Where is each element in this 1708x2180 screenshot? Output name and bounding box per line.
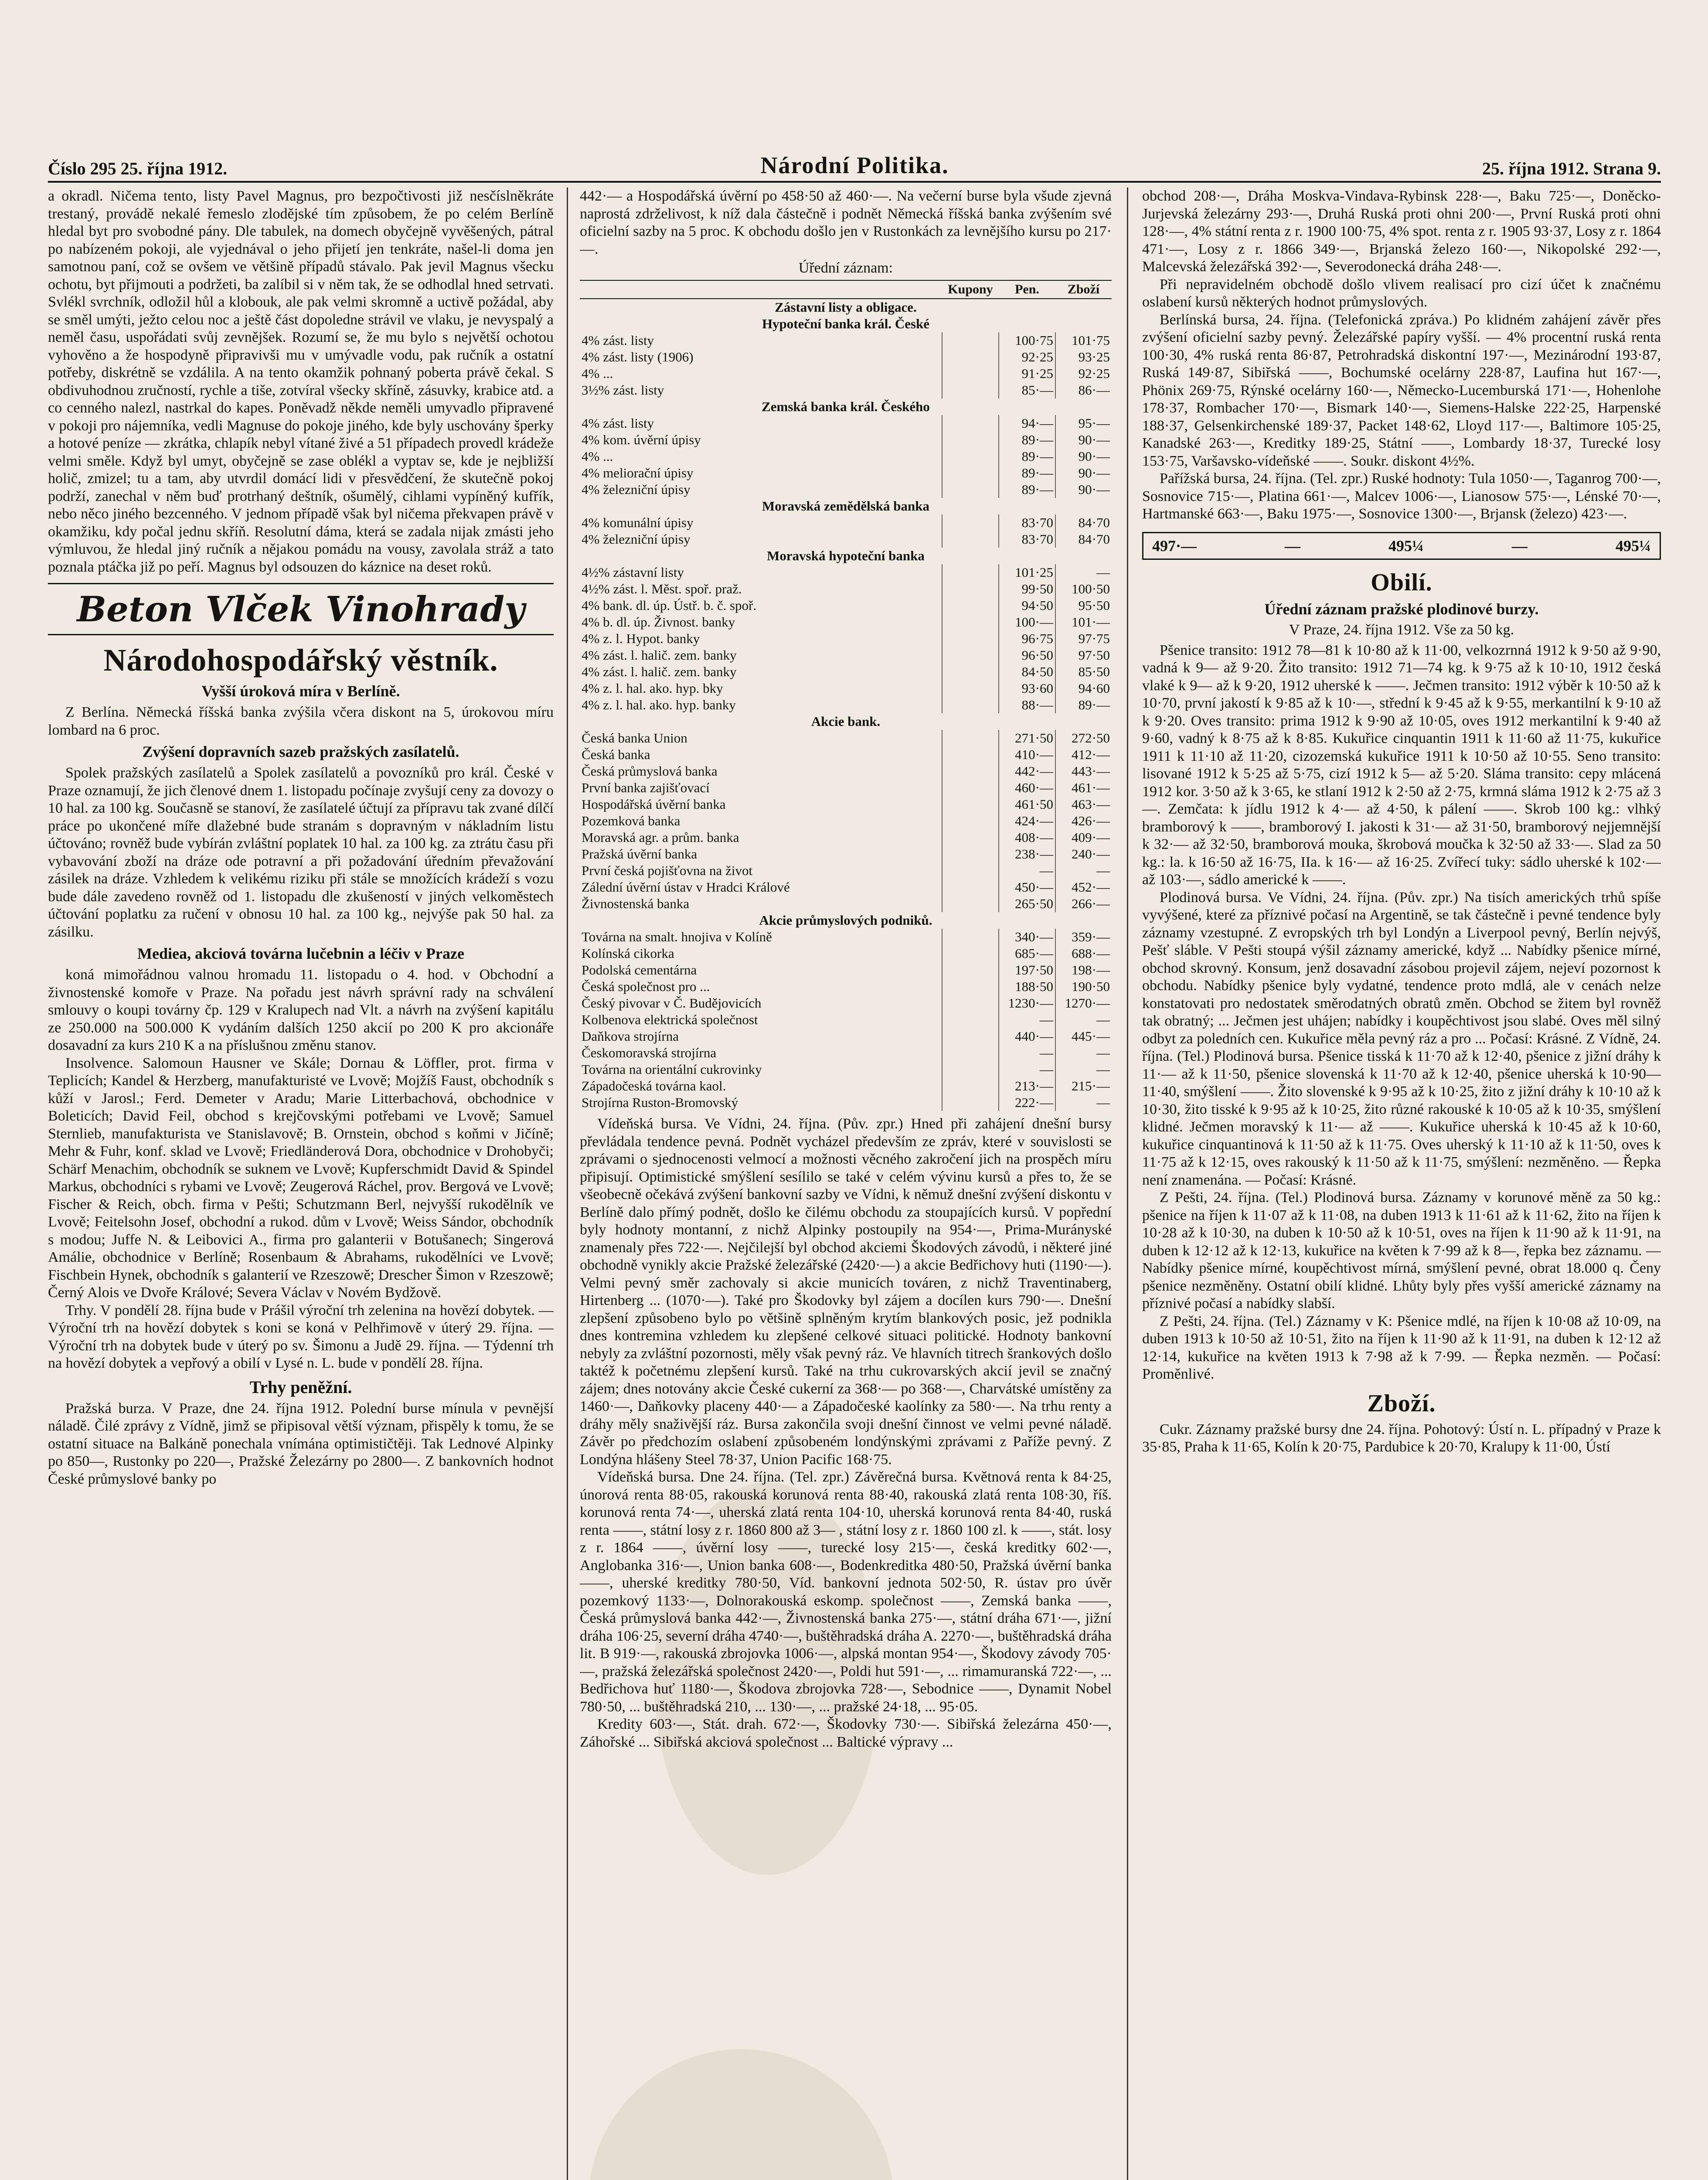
rates-cell-value: 1270·— xyxy=(1055,995,1112,1012)
rates-cell-value: 93·60 xyxy=(999,680,1055,697)
rates-row xyxy=(580,349,1112,365)
column-divider xyxy=(1127,187,1128,2180)
rates-cell-name: 4% z. l. hal. ako. hyp. banky xyxy=(582,697,736,712)
rates-row xyxy=(580,448,1112,465)
rates-row xyxy=(580,896,1112,912)
rates-cell-value xyxy=(942,1045,999,1061)
rates-cell-value xyxy=(942,896,999,912)
rates-header-cell: Zboží xyxy=(1055,280,1112,299)
rates-cell-value: 215·— xyxy=(1055,1078,1112,1094)
rates-cell-value: 89·— xyxy=(999,448,1055,465)
rates-row xyxy=(580,813,1112,829)
rates-cell-value xyxy=(942,780,999,796)
rates-cell-name: 4½% zást. l. Měst. spoř. praž. xyxy=(582,581,742,596)
article-body: Z Pešti, 24. října. (Tel.) Záznamy v K: Pšenice mdlé, na říjen k 10·08 až 10·09, na duben 1913 k 10·50 až 10·51, žito na říjen k 11·90 až k 11·91, na duben k 12·12 až 12·14, kukuřice na květen 1913 k 7·98 až k 7·99. — Řepka nezměn. — Počasí: Proměnlivé. xyxy=(1142,1313,1661,1382)
rates-cell-value xyxy=(942,448,999,465)
rates-cell-value: 461·— xyxy=(1055,780,1112,796)
rates-cell-value: — xyxy=(1055,1012,1112,1028)
price-value: 497·— xyxy=(1152,537,1197,555)
rates-row xyxy=(580,365,1112,382)
rates-cell-name: Pražská úvěrní banka xyxy=(582,846,697,862)
rates-cell-name: 4% zást. l. halič. zem. banky xyxy=(582,664,737,679)
rates-row xyxy=(580,962,1112,978)
rates-cell-name: Pozemková banka xyxy=(582,813,680,828)
rates-row xyxy=(580,564,1112,581)
rates-cell-value: 84·70 xyxy=(1055,531,1112,548)
rates-cell-name: 4% zást. listy xyxy=(582,333,654,348)
price-box xyxy=(1142,532,1661,560)
rates-row xyxy=(580,730,1112,746)
rates-row xyxy=(580,1045,1112,1061)
rates-cell-value: 409·— xyxy=(1055,829,1112,846)
rates-cell-value xyxy=(942,879,999,896)
rates-cell-value: 100·— xyxy=(999,614,1055,630)
rates-cell-value xyxy=(942,415,999,432)
rates-cell-value: 1230·— xyxy=(999,995,1055,1012)
rates-cell-name: 4% kom. úvěrní úpisy xyxy=(582,432,701,447)
rates-cell-value: 424·— xyxy=(999,813,1055,829)
article-title: Vyšší úroková míra v Berlíně. xyxy=(201,682,400,700)
rates-row xyxy=(580,514,1112,531)
rates-cell-value xyxy=(942,680,999,697)
rates-row xyxy=(580,597,1112,614)
rates-row xyxy=(580,630,1112,647)
price-value: 495¼ xyxy=(1388,537,1424,555)
rates-cell-value: 101·75 xyxy=(1055,332,1112,349)
rates-group-label: Moravská zemědělská banka xyxy=(762,498,930,514)
rates-cell-value: 95·50 xyxy=(1055,597,1112,614)
rates-group-label: Moravská hypoteční banka xyxy=(767,548,925,563)
rates-cell-value: 445·— xyxy=(1055,1028,1112,1045)
rates-cell-value: 93·25 xyxy=(1055,349,1112,365)
rates-cell-value: 450·— xyxy=(999,879,1055,896)
rates-cell-name: 4% zást. listy xyxy=(582,416,654,431)
rates-cell-name: 4% zást. l. halič. zem. banky xyxy=(582,647,737,663)
rates-cell-name: Živnostenská banka xyxy=(582,896,690,911)
rates-row xyxy=(580,465,1112,481)
rates-cell-value: 96·75 xyxy=(999,630,1055,647)
rates-cell-value xyxy=(942,796,999,813)
rates-cell-value: 271·50 xyxy=(999,730,1055,746)
rates-cell-value: 86·— xyxy=(1055,382,1112,399)
rates-cell-value xyxy=(942,332,999,349)
rates-cell-name: Česká společnost pro ... xyxy=(582,979,710,994)
rates-cell-value: — xyxy=(1055,862,1112,879)
rates-cell-name: 4% meliorační úpisy xyxy=(582,465,694,480)
article-body: Vídeňská bursa. Dne 24. října. (Tel. zpr.) Závěrečná bursa. Květnová renta k 84·25, únorová renta 88·05, rakouská korunová renta 88·40, rakouská zlatá renta 108·30, říš. korunová renta 74·—, uherská zlatá renta 104·10, uherská korunová renta 84·40, ruská renta ——, státní losy z r. 1860 800 až 3— , státní losy z r. 1860 100 zl. k ——, stát. losy z r. 1864 ——, úvěrní losy ——, turecké losy 215·—, česká kreditky 602·—, Anglobanka 316·—, Union banka 608·—, Bodenkreditka 480·50, Pražská úvěrní banka ——, uherské kreditky 780·50, Víd. bankovní jednota 502·50, R. ústav pro úvěr pozemkový 1133·—, Dolnorakouská eskomp. společnost ——, Zemská banka ——, Česká průmyslová banka 442·—, Živnostenská banka 275·—, státní dráha 671·—, jižní dráha 106·25, severní dráha 4740·—, buštěhradská dráha A. 2270·—, buštěhradská dráha lit. B 919·—, rakouská zbrojovka 1006·—, alpská montan 954·—, Škodovy závody 705·—, pražská železářská společnost 2420·—, Poldi hut 591·—, ... rimamuranská 722·—, ... Bedřichova huť 1180·—, Škodova zbrojovka 728·—, Sebodnice ——, Dynamit Nobel 780·50, ... buštěhradská 210, ... 130·—, ... pražské 24·18, ... 95·05. xyxy=(580,1469,1112,1715)
header-rule xyxy=(48,181,1661,183)
rates-cell-name: Kolbenova elektrická společnost xyxy=(582,1012,758,1027)
rates-header-cell: Pen. xyxy=(999,280,1055,299)
rates-cell-value: 88·— xyxy=(999,697,1055,713)
rates-row xyxy=(580,780,1112,796)
rates-cell-value: 440·— xyxy=(999,1028,1055,1045)
article-title: Mediea, akciová továrna lučebnin a léčiv v Praze xyxy=(137,945,464,962)
rates-group-row xyxy=(580,299,1112,316)
rates-group-label: Akcie bank. xyxy=(811,714,881,729)
rates-cell-value: 90·— xyxy=(1055,448,1112,465)
masthead: Národní Politika. xyxy=(760,152,949,178)
rates-cell-value xyxy=(942,597,999,614)
rates-cell-value xyxy=(942,465,999,481)
rates-cell-name: Hospodářská úvěrní banka xyxy=(582,797,726,812)
rates-row xyxy=(580,796,1112,813)
column-left xyxy=(48,187,554,2180)
rates-cell-value: — xyxy=(999,862,1055,879)
rates-cell-value: 100·50 xyxy=(1055,581,1112,597)
article-body: Spolek pražských zasílatelů a Spolek zasílatelů a povozníků pro král. České v Praze oznamují, že jich členové dnem 1. listopadu počínaje zvyšují ceny za dovozy o 10 hal. za 100 kg. Současně se stanoví, že zasílatelé účtují za přípravu tak zvané dílčí práce po ukončené míře dlažebné bude stranám s dopravným v nákladním listu účtováno; rovněž bude vybírán zvláštní poplatek 10 hal. za 100 kg. za ztrátu času při vybavování zboží na dráze ode potravní a při požadování úředním převažování zásilek na dráze. Vzhledem k velikému riziku při stále se množících krádeží s vozu bude dále zavedeno rovněž od 1. listopadu dle zkušeností v jiných velkoměstech účtování poplatku za ručení v obnosu 10 hal. za 100 kg., nejvýše pak 50 hal. za zásilku. xyxy=(48,765,554,940)
rates-cell-value: 265·50 xyxy=(999,896,1055,912)
rates-row xyxy=(580,945,1112,962)
rates-header-cell xyxy=(580,280,942,299)
rates-row xyxy=(580,879,1112,896)
rates-cell-value: 442·— xyxy=(999,763,1055,780)
rates-cell-value: 460·— xyxy=(999,780,1055,796)
rates-cell-value: 90·— xyxy=(1055,432,1112,448)
rates-cell-value xyxy=(942,829,999,846)
rates-cell-value: 99·50 xyxy=(999,581,1055,597)
rates-table xyxy=(580,280,1112,1111)
article-body: Pšenice transito: 1912 78—81 k 10·80 až k 11·00, velkozrnná 1912 k 9·50 až 9·90, vadná k 9— až 9·20. Žito transito: 1912 71—74 kg. k 9·75 až k 10·10, 1912 česká vlaké k 9— až k 9·20, 1912 uherské k ——. Ječmen transito: 1912 výběr k 10·50 až k 10·70, první jakostí k 9·85 až k 10·—, střední k 9·45 až k 9·55, merkantilní k 9·10 až k 9·20. Oves transito: prima 1912 k 9·90 až 10·05, oves 1912 merkantilní k 9·40 až 9·60, vadný k 8·75 až k 8·85. Kukuřice cinquantin 1911 k 11·60 až 11·75, kukuřice 1911 k 11·10 až 11·20, cizozemská kukuřice 1911 k 10·50 až 10·55. Seno transito: lisované 1912 k 5·25 až 5·75, cizí 1912 k 5— až 5·20. Sláma transito: cepy mlácená 1912 kor. 3·50 až k 3·65, ke stlaní 1912 k 2·50 až 2·75, krmná sláma 1912 k 2·75 až 3—. Zemčata: k jídlu 1912 k 4·— až 4·50, k pálení ——. Skrob 100 kg.: vlhký bramborový k ——, bramborový I. jakosti k 31·— až 31·50, bramborový nejjemnější k 32·— až 32·50, bramborová mouka, škrobová moučka k 32·50 až 33·—. Slad za 50 kg.: la. k 16·50 až 16·75, IIa. k 16·— až 16·25. Zvířecí tuky: sádlo uherské k 102·— až 103·—, sádlo americké k ——. xyxy=(1142,642,1661,888)
article-continued: obchod 208·—, Dráha Moskva-Vindava-Rybinsk 228·—, Baku 725·—, Doněcko-Jurjevská železárny 293·—, Druhá Ruská proti ohni 200·—, První Ruská proti ohni 128·—, 4% státní renta z r. 1900 100·75, 4% spot. renta z r. 1905 93·37, Losy z r. 1864 471·—, Losy z r. 1866 349·—, Brjanská železo 160·—, Nikopolské 292·—, Malcevská železářská 392·—, Severodonecká dráha 248·—. xyxy=(1142,188,1661,275)
rates-group-row xyxy=(580,399,1112,415)
rates-cell-value: 94·60 xyxy=(1055,680,1112,697)
page-number: 25. října 1912. Strana 9. xyxy=(1482,159,1661,178)
article-body: Plodinová bursa. Ve Vídni, 24. října. (Pův. zpr.) Na tisích amerických trhů spíše vyvýšené, které za příznivé počasí na Argentině, se tak částečně i pevné tendence byly záznamy vzestupné. Z evropských trh byl Londýn a Liverpool pevný, Berlín nejvýš, Pešť sláble. V Pešti stoupá výšil záznamy americké, když ... Nabídky pšenice mírné, obchod skrovný. Konsum, jenž dosavadní zásobou projevil zájem, nejeví pozornost k obchodu. Nabídky pšenice byly vydatné, tendence proto mdlá, ale v cenách nelze konstatovati pro nedostatek směrodatných obratů změn. Obchod se žitem byl rovněž tak obratný; ... Ječmen jest uhájen; nabídky i koupěchtivost jsou slabé. Oves měl silný odbyt za poledních cen. Kukuřice měla pevný ráz a pro ... Počasí: Krásné. Z Vídně, 24. října. (Tel.) Plodinová bursa. Pšenice tisská k 11·70 až k 12·40, pšenice z jižní dráhy k 11·— až k 11·50, pšenice slovenská k 11·70 až k 12·40, pšenice uherská k 10·90—11·40, smýšlení ——. Žito slovenské k 9·95 až k 10·25, žito z jižní dráhy k 10·10 až k 10·30, žito tisské k 9·95 až k 10·25, žito různé rakouské k 10·05 až k 10·35, smýšlení klidné. Ječmen moravský k 11·— až ——. Kukuřice uherská k 10·45 až k 10·60, kukuřice cinquantinová k 11·50 až k 11·75. Oves uherský k 11·10 až k 11·50, oves k 11·75 až k 12·15, oves rakouský k 11·50 až k 11·75, smýšlení: nezměněno. — Řepka není znamenána. — Počasí: Krásné. xyxy=(1142,889,1661,1188)
rates-row xyxy=(580,581,1112,597)
rates-cell-name: Podolská cementárna xyxy=(582,962,697,978)
rates-cell-value: — xyxy=(999,1061,1055,1078)
rates-cell-value: 101·— xyxy=(1055,614,1112,630)
rates-row xyxy=(580,697,1112,713)
rates-cell-value xyxy=(942,432,999,448)
rates-cell-value: 463·— xyxy=(1055,796,1112,813)
rates-cell-value: 340·— xyxy=(999,929,1055,945)
rates-cell-value: 197·50 xyxy=(999,962,1055,978)
rates-cell-value: 685·— xyxy=(999,945,1055,962)
advertisement: Beton Vlček Vinohrady xyxy=(48,583,554,635)
rates-row xyxy=(580,862,1112,879)
rates-cell-name: 4% železniční úpisy xyxy=(582,531,691,547)
rates-cell-name: 4% komunální úpisy xyxy=(582,515,694,530)
rates-cell-value: — xyxy=(999,1012,1055,1028)
rates-cell-name: Strojírna Ruston-Bromovský xyxy=(582,1095,738,1110)
rates-cell-value xyxy=(942,945,999,962)
rates-cell-value: 85·50 xyxy=(1055,664,1112,680)
article-title: Úřední záznam pražské plodinové burzy. xyxy=(1264,600,1539,618)
rates-cell-value xyxy=(942,514,999,531)
rates-cell-value: 443·— xyxy=(1055,763,1112,780)
rates-cell-value xyxy=(942,1061,999,1078)
rates-cell-value: 90·— xyxy=(1055,481,1112,498)
rates-cell-value xyxy=(942,581,999,597)
rates-cell-name: Moravská agr. a prům. banka xyxy=(582,830,739,845)
rates-cell-value: 94·— xyxy=(999,415,1055,432)
column-middle xyxy=(580,187,1112,2180)
rates-group-row xyxy=(580,713,1112,730)
rates-cell-value: 94·50 xyxy=(999,597,1055,614)
rates-cell-value: 412·— xyxy=(1055,746,1112,763)
rates-cell-name: 4% ... xyxy=(582,366,613,381)
rates-row xyxy=(580,332,1112,349)
rates-cell-value xyxy=(942,1028,999,1045)
rates-group-label: Hypoteční banka král. České xyxy=(762,316,930,331)
rates-row xyxy=(580,1012,1112,1028)
rates-cell-name: 4% z. l. Hypot. banky xyxy=(582,631,700,646)
rates-cell-value: 408·— xyxy=(999,829,1055,846)
rates-cell-value xyxy=(942,531,999,548)
article-date: V Praze, 24. října 1912. Vše za 50 kg. xyxy=(1289,621,1514,638)
rates-cell-name: 4½% zástavní listy xyxy=(582,565,684,580)
rates-cell-value xyxy=(942,730,999,746)
rates-cell-value xyxy=(942,763,999,780)
section-title: Zboží. xyxy=(1367,1390,1436,1417)
rates-row xyxy=(580,995,1112,1012)
rates-cell-value: 83·70 xyxy=(999,531,1055,548)
rates-group-row xyxy=(580,912,1112,929)
rates-row xyxy=(580,614,1112,630)
rates-cell-value: 84·50 xyxy=(999,664,1055,680)
rates-cell-value: 266·— xyxy=(1055,896,1112,912)
rates-cell-value: 89·— xyxy=(1055,697,1112,713)
rates-cell-name: Továrna na smalt. hnojiva v Kolíně xyxy=(582,929,772,944)
rates-cell-name: Západočeská továrna kaol. xyxy=(582,1078,726,1093)
rates-cell-value: 452·— xyxy=(1055,879,1112,896)
rates-cell-value: 89·— xyxy=(999,432,1055,448)
rates-cell-name: 3½% zást. listy xyxy=(582,382,664,398)
rates-cell-value xyxy=(942,630,999,647)
rates-cell-value: 89·— xyxy=(999,465,1055,481)
rates-header-row xyxy=(580,280,1112,299)
section-title: Obilí. xyxy=(1371,569,1432,596)
rates-cell-value xyxy=(942,481,999,498)
rates-cell-name: 4% b. dl. úp. Živnost. banky xyxy=(582,614,735,630)
rates-cell-value xyxy=(942,1094,999,1111)
rates-cell-value: 89·— xyxy=(999,481,1055,498)
rates-cell-value xyxy=(942,564,999,581)
article-continued: 442·— a Hospodářská úvěrní po 458·50 až 460·—. Na večerní burse byla všude zjevná naprostá zdrželivost, k níž dala částečně i podnět Německá říšská banka zvýšením své oficielní sazby na 5 proc. K obchodu došlo jen v Rustonkách za levnějšího kursu po 217·—. xyxy=(580,188,1112,257)
rates-row xyxy=(580,481,1112,498)
rates-row xyxy=(580,846,1112,862)
price-value: — xyxy=(1285,537,1300,555)
price-value: — xyxy=(1511,537,1528,555)
rates-cell-value xyxy=(942,813,999,829)
rates-cell-value: 188·50 xyxy=(999,978,1055,995)
rates-row xyxy=(580,1028,1112,1045)
rates-cell-value: 213·— xyxy=(999,1078,1055,1094)
rates-row xyxy=(580,763,1112,780)
rates-cell-value xyxy=(942,1078,999,1094)
rates-cell-name: 4% zást. listy (1906) xyxy=(582,349,694,364)
rates-cell-value: 222·— xyxy=(999,1094,1055,1111)
rates-row xyxy=(580,1061,1112,1078)
rates-cell-name: 4% z. l. hal. ako. hyp. bky xyxy=(582,681,723,696)
column-divider xyxy=(567,187,568,2180)
subsection-title: Trhy peněžní. xyxy=(249,1377,352,1397)
article-body: Z Berlína. Německá říšská banka zvýšila včera diskont na 5, úrokovou míru lombard na 6 proc. xyxy=(48,704,554,738)
section-title: Národohospodářský věstník. xyxy=(103,643,498,678)
rates-cell-value: 83·70 xyxy=(999,514,1055,531)
article-body: Cukr. Záznamy pražské bursy dne 24. října. Pohotový: Ústí n. L. případný v Praze k 35·85, Praha k 11·65, Kolín k 20·75, Pardubice k 20·70, Kralupy k 11·00, Ústí xyxy=(1142,1421,1661,1455)
rates-cell-value: 101·25 xyxy=(999,564,1055,581)
rates-cell-value: — xyxy=(1055,1061,1112,1078)
rates-cell-value: 238·— xyxy=(999,846,1055,862)
rates-cell-value: — xyxy=(1055,1045,1112,1061)
article-body: Z Pešti, 24. října. (Tel.) Plodinová bursa. Záznamy v korunové měně za 50 kg.: pšenice na říjen k 11·07 až k 11·08, na duben 1913 k 11·61 až k 11·62, žito na říjen k 10·28 až k 10·30, na duben k 10·50 až k 10·51, oves na říjen k 11·90 až k 11·91, na duben k 12·12 až k 12·13, kukuřice na květen k 7·99 až k 8—, řepka bez záznamu. — Nabídky pšenice mírné, koupěchtivost mírná, smýšlení pevné, obrat 18.000 q. Čeny pšenice nezměněny. Ostatní obilí klidné. Lhůty byly přes vyšší americké záznamy na příznivé počasí a nabídky slabší. xyxy=(1142,1189,1661,1311)
rates-cell-value: 410·— xyxy=(999,746,1055,763)
price-value: 495¼ xyxy=(1615,537,1651,555)
rates-row xyxy=(580,1078,1112,1094)
rates-row xyxy=(580,929,1112,945)
rates-cell-name: Česká banka xyxy=(582,747,650,762)
article-body: Pařížská bursa, 24. října. (Tel. zpr.) Ruské hodnoty: Tula 1050·—, Taganrog 700·—, Sosnovice 715·—, Platina 661·—, Malcev 1006·—, Lianosow 575·—, Lénské 70·—, Hartmanské 663·—, Baku 1975·—, Sosnovice 1300·—, Brjansk (železo) 423·—. xyxy=(1142,470,1661,522)
rates-cell-value xyxy=(942,862,999,879)
rates-cell-value: 90·— xyxy=(1055,465,1112,481)
article-body: Vídeňská bursa. Ve Vídni, 24. října. (Pův. zpr.) Hned při zahájení dnešní bursy převládala tendence pevná. Podnět vycházel především ze zpráv, které v souvislosti se zprávami o sjednocenosti velmocí a možnosti věcného zakročení jich na prospěch míru připisují. Optimistické smýšlení sesílilo se také v celém vývinu kursů a přes to, že se všeobecně očekává zvýšení bankovní sazby ve Vídni, k němuž dnešní zvýšení diskontu v Berlíně dalo přímý podnět, došlo ke čilému obchodu za stoupajících kursů. V popřední byly hodnoty montanní, z nichž Alpinky postoupily na 954·—, Prima-Murányské znamenaly přes 722·—. Nejčilejší byl obchod akciemi Škodových závodů, i některé jiné obchodně vynikly akcie Pražské železářské (2420·—) a akcie Bedřichovy huti (1190·—). Velmi pevný směr zachovaly si akcie municích továren, z nichž Traventinaberg, Hirtenberg ... (1070·—). Také pro Škodovky byl zájem a docílen kurs 790·—. Dnešní zlepšení způsobeno bylo po většině splněným krytím blankových posic, jež podnikla dnes kontremina vzhledem ku zlepšené celkové situaci politické. Hodnoty bankovní nebyly za zvláštní pozornosti, měly však pevný ráz. Ve hlavních titrech šrankových došlo taktéž k početnému zlepšení kursů. Také na trhu cukrovarských akcií jevil se značný zájem; dnes notovány akcie České cukerní za 368·— po 368·—, Charvátské umístěny za 1460·—, Daňkovky placeny 440·— a Západočeské kaolínky za 580·—. Na trhu renty a dráhy měly snaživější ráz. Bursa zakončila svoji dnešní činnost ve velmi pevné náladě. Závěr po předchozím oslabení způsobeném londýnskými zprávami z Paříže pevný. Z Londýna hlášeny Steel 78·37, Union Pacific 168·75. xyxy=(580,1116,1112,1468)
rates-row xyxy=(580,664,1112,680)
rates-row xyxy=(580,829,1112,846)
rates-cell-value xyxy=(942,664,999,680)
rates-cell-value xyxy=(942,846,999,862)
rates-body xyxy=(580,299,1112,1111)
rates-group-label: Zemská banka král. Českého xyxy=(762,399,930,414)
rates-cell-value xyxy=(942,614,999,630)
rates-group-row xyxy=(580,498,1112,514)
rates-cell-value: 688·— xyxy=(1055,945,1112,962)
rates-cell-value xyxy=(942,647,999,664)
rates-cell-value: 92·25 xyxy=(1055,365,1112,382)
rates-cell-value: 190·50 xyxy=(1055,978,1112,995)
rates-cell-value: 97·75 xyxy=(1055,630,1112,647)
rates-row xyxy=(580,1094,1112,1111)
article-body: Insolvence. Salomoun Hausner ve Skále; Dornau & Löffler, prot. firma v Teplicích; Kandel & Herzberg, manufakturisté ve Lvově; Mojžíš Faust, obchodník s kůží v Jarosl.; Ferd. Demeter v Aradu; Marie Litterbachová, obchodnice v Boleticích; David Feil, obchod s krejčovskými potřebami ve Lvově; Samuel Sternlieb, manufakturista ve Stanislavově; B. Ornstein, obchod s koňmi v Jičíně; Mehr & Fuhr, konf. sklad ve Lvově; Friedländerová Dora, obchodnice v Drohobyči; Schärf Menachim, obchodník se suknem ve Lvově; Kupferschmidt David & Spindel Markus, obchodníci s rybami ve Lvově; Zeugerová Ráchel, prov. Bergová ve Lvově; Fischer & Reich, obch. firma v Pešti; Schutzmann Berl, nejvyšší rukodělník ve Lvově; Feitelsohn Josef, obchodní a rukod. dům v Lvově; Weiss Sándor, obchodník s modou; Juffe N. & Leibovici A., firma pro galanterii v Botušanech; Singerová Amálie, obchodnice v Berlíně; Rosenbaum & Abrahams, rukodělníci ve Lvově; Fischbein Hynek, obchodník s galanterií ve Rzeszowě; Drescher Šimon v Rzeszowě; Černý Alois ve Dvoře Králové; Severa Václav v Novém Bydžově. xyxy=(48,1055,554,1301)
rates-cell-value: 97·50 xyxy=(1055,647,1112,664)
rates-cell-name: 4% ... xyxy=(582,449,613,464)
rates-cell-value: 91·25 xyxy=(999,365,1055,382)
rates-cell-value: 426·— xyxy=(1055,813,1112,829)
article-body: Kredity 603·—, Stát. drah. 672·—, Škodovky 730·—. Sibiřská železárna 450·—, Záhořské ... Sibiřská akciová společnost ... Baltické výpravy ... xyxy=(580,1716,1112,1750)
rates-cell-value: 198·— xyxy=(1055,962,1112,978)
rates-cell-value: 92·25 xyxy=(999,349,1055,365)
rates-row xyxy=(580,978,1112,995)
rates-header-cell: Kupony xyxy=(942,280,999,299)
rates-group-label: Akcie průmyslových podniků. xyxy=(759,913,932,928)
rates-cell-value xyxy=(942,382,999,399)
rates-cell-value xyxy=(942,978,999,995)
article-body: Trhy. V pondělí 28. října bude v Prášil výroční trh zelenina na hovězí dobytek. — Výroční trh na hovězí dobytek s koni se koná v Pelhřimově v úterý 29. října. — Výroční trh na dobytek bude v úterý po sv. Šimonu a Judě 29. října. — Týdenní trh na hovězí dobytek a vepřový a obilí v Lysé n. L. bude v pondělí 28. října. xyxy=(48,1302,554,1371)
rates-cell-value xyxy=(942,746,999,763)
rates-title: Úřední záznam: xyxy=(798,260,893,276)
rates-cell-name: Česká banka Union xyxy=(582,730,687,746)
rates-cell-value: — xyxy=(1055,1094,1112,1111)
rates-cell-name: Zálední úvěrní ústav v Hradci Králové xyxy=(582,879,790,895)
rates-cell-name: Továrna na orientální cukrovinky xyxy=(582,1062,762,1077)
rates-cell-value: 272·50 xyxy=(1055,730,1112,746)
rates-cell-name: První banka zajišťovací xyxy=(582,780,710,795)
rates-cell-value: 359·— xyxy=(1055,929,1112,945)
rates-cell-name: Kolínská cikorka xyxy=(582,946,674,961)
rates-cell-name: Daňkova strojírna xyxy=(582,1029,679,1044)
article-body: Pražská burza. V Praze, dne 24. října 1912. Polední burse mínula v pevnější náladě. Čilé zprávy z Vídně, jimž se připisoval větší význam, přispěly k tomu, že se ostatní situace na Balkáně ponechala vnímána optimističtěji. Tak Lednové Alpinky po 850—, Rustonky po 220—, Pražské Železárny po 2800—. Z bankovních hodnot České průmyslové banky po xyxy=(48,1400,554,1487)
rates-cell-value xyxy=(942,365,999,382)
rates-cell-name: První česká pojišťovna na život xyxy=(582,863,753,878)
rates-cell-name: Českomoravská strojírna xyxy=(582,1045,717,1060)
rates-row xyxy=(580,680,1112,697)
column-right xyxy=(1142,187,1661,2180)
rates-cell-value xyxy=(942,962,999,978)
rates-cell-value xyxy=(942,929,999,945)
rates-row xyxy=(580,531,1112,548)
rates-cell-name: Český pivovar v Č. Budějovicích xyxy=(582,995,762,1011)
rates-cell-value xyxy=(942,697,999,713)
rates-cell-name: 4% železniční úpisy xyxy=(582,482,691,497)
rates-cell-value: — xyxy=(1055,564,1112,581)
rates-group-row xyxy=(580,548,1112,564)
article-body: koná mimořádnou valnou hromadu 11. listopadu o 4. hod. v Obchodní a živnostenské komoře v Praze. Na pořadu jest návrh správní rady na schválení smlouvy o koupi továrny čp. 129 v Kralupech nad Vlt. a návrh na zvýšení kapitálu ze 250.000 na 500.000 K vydáním dalších 1250 akcií po 200 K pro akcionáře dosavadní za kurs 210 K a na příslušnou změnu stanov. xyxy=(48,967,554,1053)
rates-group-label: Zástavní listy a obligace. xyxy=(775,300,917,315)
article-body: Berlínská bursa, 24. října. (Telefonická zpráva.) Po klidném zahájení závěr přes zvýšení oficielní sazby pevný. Železářské papíry vyšší. — 4% procentní ruská renta 100·30, 4% ruská renta 86·87, Petrohradská diskontní 197·—, Mezinárodní 193·87, Ruská 149·87, Sibiřská ——, Bochumské ocelárny 228·87, Laufina hut 167·—, Phönix 269·75, Rýnské ocelárny 160·—, Německo-Lucemburská 171·—, Hohenlohe 178·37, Rombacher 170·—, Bismark 140·—, Siemens-Halske 222·25, Harpenské 188·37, Gelsenkirchenské 189·37, Packet 148·62, Lloyd 117·—, Baltimore 105·25, Kanadské 263·—, Kreditky 189·25, Státní ——, Lombardy 18·37, Turecké losy 153·75, Varšavsko-vídeňské ——. Soukr. diskont 4½%. xyxy=(1142,311,1661,469)
rates-cell-value: 240·— xyxy=(1055,846,1112,862)
rates-cell-value: 84·70 xyxy=(1055,514,1112,531)
rates-row xyxy=(580,647,1112,664)
rates-cell-name: Česká průmyslová banka xyxy=(582,763,718,779)
rates-cell-value: 96·50 xyxy=(999,647,1055,664)
rates-cell-value: 95·— xyxy=(1055,415,1112,432)
article-continued: a okradl. Ničema tento, listy Pavel Magnus, pro bezpočtivosti již nesčíslněkráte trestaný, provádě nekalé řemeslo zlodějské tím způsobem, že po celém Berlíně hledal byt pro svobodné pány. Dle tabulek, na domech obyčejně vyvěšených, pátral po nabízeném pokoji, ale vyjednával o jeho přijetí jen tenkráte, našel-li doma jen samotnou paní, což se ovšem ve většině případů stávalo. Pak jevil Magnus všecku ochotu, byt přijmouti a podržeti, ba zalíbil si v něm tak, že se odhodlal hned setrvati. Svlékl svrchník, odložil hůl a klobouk, ale pak velmi skromně a uctivě požádal, aby se směl umýti, ježto celou noc a ještě část dopoledne strávil ve vlaku, je nevyspalý a neměl času, uspořádati svůj zevnějšek. Rozumí se, že mu bylo s největší ochotou vyhověno a že hospodyně připravivši mu v umývadle vodu, pak ručník a ostatní potřeby, diskrétně se vzdálila. A na tento okamžik pohnaný poberta právě čekal. S obdivuhodnou zručností, rychle a tiše, zotvíral všecky skříně, zásuvky, krabice atd. a co cenného nalezl, nastrkal do kapes. Poněvadž někde neměli umyvadlo připravené v pokoji pro nájemníka, vedli Magnuse do pokoje jiného, kde byly uschovány šperky a hotové peníze — zkrátka, chlapík nebyl vítané živé a 51 případech provedl krádeže velmi směle. Když byl umyt, obyčejně se zase oblékl a vyptav se, kde je nejbližší holič, zmizel; tu a tam, aby utvrdil domácí lidi v přesvědčení, že skutečně pokoj podrží, zanechal v něm buď protrhaný deštník, ošumělý, cihlami vypíněný kufřík, nebo něco jiného bezcenného. V jednom případě však byl ničema překvapen právě v okamžiku, kdy počal jednu skříň. Resolutní dáma, která se zadala nijak zmásti jeho výmluvou, že hledal jiný ručník a nějakou pomádu na vousy, zavolala stráž a tato poznala ptáčka již po peří. Magnus byl odsouzen do káznice na deset roků. xyxy=(48,188,554,575)
rates-group-row xyxy=(580,316,1112,332)
rates-cell-value xyxy=(942,995,999,1012)
rates-cell-name: 4% bank. dl. úp. Ústř. b. č. spoř. xyxy=(582,598,757,613)
issue-info: Číslo 295 25. října 1912. xyxy=(48,159,228,178)
rates-row xyxy=(580,415,1112,432)
rates-cell-value: — xyxy=(999,1045,1055,1061)
rates-cell-value xyxy=(942,1012,999,1028)
article-title: Zvýšení dopravních sazeb pražských zasílatelů. xyxy=(142,743,459,760)
rates-cell-value: 461·50 xyxy=(999,796,1055,813)
rates-row xyxy=(580,382,1112,399)
rates-cell-value: 100·75 xyxy=(999,332,1055,349)
rates-row xyxy=(580,746,1112,763)
rates-cell-value: 85·— xyxy=(999,382,1055,399)
rates-row xyxy=(580,432,1112,448)
article-body: Při nepravidelném obchodě došlo vlivem realisací pro cizí účet k značnému oslabení kursů některých hodnot průmyslových. xyxy=(1142,276,1661,310)
rates-cell-value xyxy=(942,349,999,365)
page-header xyxy=(48,148,1661,179)
